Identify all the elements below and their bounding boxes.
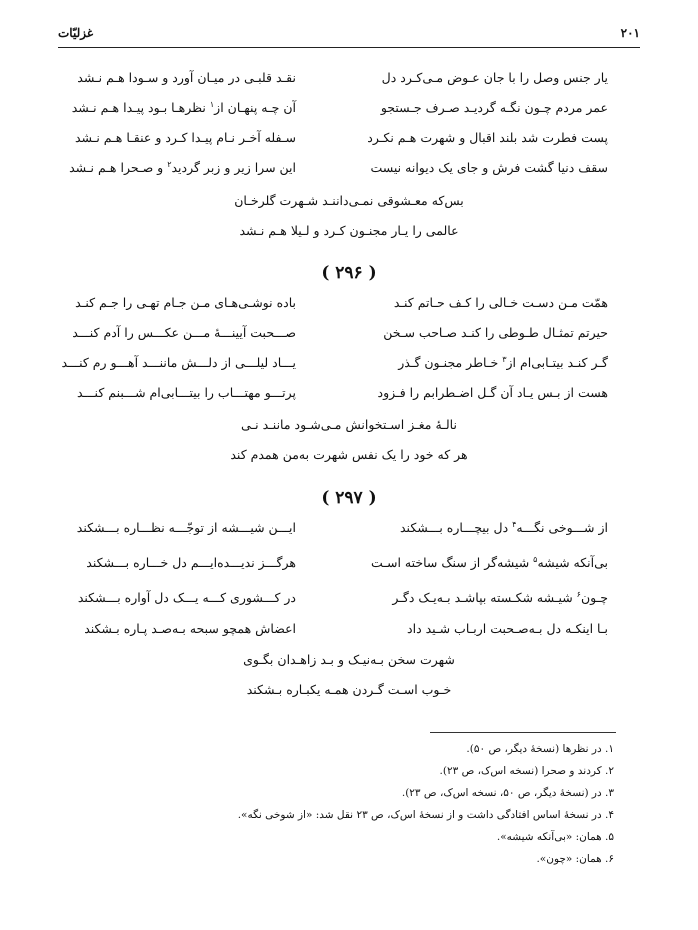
hemistich-part: شیشه‌گر از سنگ ساخته اسـت (371, 555, 534, 570)
footnote-marker: ۶ (576, 589, 581, 599)
couplet (0, 618, 698, 640)
hemistich-part: آن چـه پنهـان از (214, 100, 296, 115)
closing-hemistich: عالمی را یـار مجنـون کـرد و لـیلا هـم نـشد (239, 223, 459, 238)
footnote-marker: ۵ (533, 554, 538, 564)
footnote: ۱. در نظرها (نسخۀ دیگر، ص ۵۰). (466, 743, 614, 755)
first-hemistich (318, 517, 608, 539)
couplet (0, 587, 698, 609)
page-number: ۲۰۱ (620, 26, 640, 40)
couplet (0, 322, 698, 344)
hemistich-part: چـون (580, 590, 608, 605)
first-hemistich (318, 352, 608, 374)
second-hemistich: صـــحبت آیینـــۀ مـــن عکـــس را آدم کنـــد (72, 325, 296, 340)
first-hemistich (318, 587, 608, 609)
hemistich-part: بی‌آنکه شیشه (537, 555, 608, 570)
ghazal-number: ( ۲۹۶ ) (321, 263, 377, 283)
hemistich-part: از شـــوخی نگـــه (516, 520, 608, 535)
ghazal-number: ( ۲۹۷ ) (321, 488, 377, 508)
closing-hemistich: بس‌که معـشوقی نمـی‌داننـد شـهرت گلرخـان (234, 193, 464, 208)
first-hemistich: پست فطرت شد بلند اقبال و شهرت هـم نکـرد (367, 130, 608, 145)
couplet (0, 552, 698, 574)
first-hemistich: حیرتم تمثـال طـوطی را کنـد صـاحب سـخن (383, 325, 608, 340)
first-hemistich: یار جنس وصل را با جان عـوض مـی‌کـرد دل (381, 70, 608, 85)
couplet (0, 382, 698, 404)
footnote: ۲. کردند و صحرا (نسخه اس‌ک، ص ۲۳). (439, 765, 614, 777)
couplet (0, 67, 698, 89)
second-hemistich: پرتـــو مهتـــاب را بیتـــابی‌ام شـــبنم کنـــد (77, 385, 296, 400)
hemistich-part: دل بیچـــاره بـــشکند (399, 520, 513, 535)
hemistich-part: و صـحرا هـم نـشد (69, 160, 168, 175)
second-hemistich: ایـــن شیـــشه از توجّـــه نظـــاره بـــشکند (76, 520, 296, 535)
couplet (0, 127, 698, 149)
hemistich-part: خـاطر مجنـون گـذر (398, 355, 503, 370)
footnote: ۴. در نسخۀ اساس افتادگی داشت و از نسخۀ اس‌ک، ص ۲۳ نقل شد: «از شوخی نگه». (237, 809, 614, 821)
couplet (0, 157, 698, 179)
second-hemistich: هرگـــز ندیـــده‌ایـــم دل خـــاره بـــشکند (86, 555, 296, 570)
hemistich-part: این سرا زیر و زبر گردید (171, 160, 296, 175)
second-hemistich: در کـــشوری کـــه یـــک دل آواره بـــشکند (77, 590, 296, 605)
second-hemistich: نقـد قلبـی در میـان آورد و سـودا هـم نـشد (77, 70, 296, 85)
first-hemistich: همّت مـن دسـت خـالی را کـف حـاتم کنـد (393, 295, 608, 310)
first-hemistich: هست از بـس یـاد آن گـل اضـطرابم را فـزود (377, 385, 608, 400)
hemistich-part: گـر کنـد بیتـابی‌ام از (506, 355, 608, 370)
second-hemistich: اعضاش همچو سبحه بـه‌صـد پـاره بـشکند (84, 621, 296, 636)
footnote: ۶. همان: «چون». (536, 853, 614, 865)
footnote: ۵. همان: «بی‌آنکه شیشه». (496, 831, 614, 843)
first-hemistich: عمر مردم چـون نگـه گردیـد صـرف جـستجو (380, 100, 608, 115)
couplet (0, 517, 698, 539)
couplet (0, 97, 698, 119)
closing-hemistich: نالـۀ مغـز اسـتخوانش مـی‌شـود ماننـد نـی (241, 417, 457, 432)
hemistich-part: شیـشه شکـسته بپاشـد بـه‌یـک دگـر (392, 590, 577, 605)
first-hemistich (318, 552, 608, 574)
couplet (0, 352, 698, 374)
footnote-marker: ۴ (512, 519, 517, 529)
footnote: ۳. در (نسخۀ دیگر، ص ۵۰، نسخه اس‌ک، ص ۲۳). (401, 787, 614, 799)
first-hemistich: سقف دنیا گشت فرش و جای یک دیوانه نیست (370, 160, 608, 175)
closing-hemistich: خـوب اسـت گـردن همـه یکبـاره بـشکند (246, 682, 452, 697)
footnote-marker: ۲ (167, 159, 172, 169)
header-divider (58, 47, 640, 48)
second-hemistich (26, 97, 296, 119)
footnote-marker: ۱ (209, 99, 215, 109)
hemistich-part: نظرهـا بـود پیـدا هـم نـشد (71, 100, 210, 115)
second-hemistich: یـــاد لیلـــی از دلـــش ماننـــد آهـــو رم کنـــد (61, 355, 296, 370)
second-hemistich: باده نوشـی‌هـای مـن جـام تهـی را جـم کنـد (75, 295, 296, 310)
closing-hemistich: شهرت سخن بـه‌نیـک و بـد زاهـدان بگـوی (243, 652, 455, 667)
closing-hemistich: هر که خود را یک نفس شهرت به‌من همدم کند (230, 447, 468, 462)
second-hemistich (26, 157, 296, 179)
couplet (0, 292, 698, 314)
first-hemistich: بـا اینکـه دل بـه‌صـحبت اربـاب شـید داد (407, 621, 608, 636)
footnote-divider (430, 732, 616, 733)
second-hemistich: سـفله آخـر نـام پیـدا کـرد و عنقـا هـم نـشد (74, 130, 296, 145)
running-title: غزلیّات (58, 26, 94, 40)
page-header (58, 26, 640, 46)
footnote-marker: ۳ (502, 354, 507, 364)
